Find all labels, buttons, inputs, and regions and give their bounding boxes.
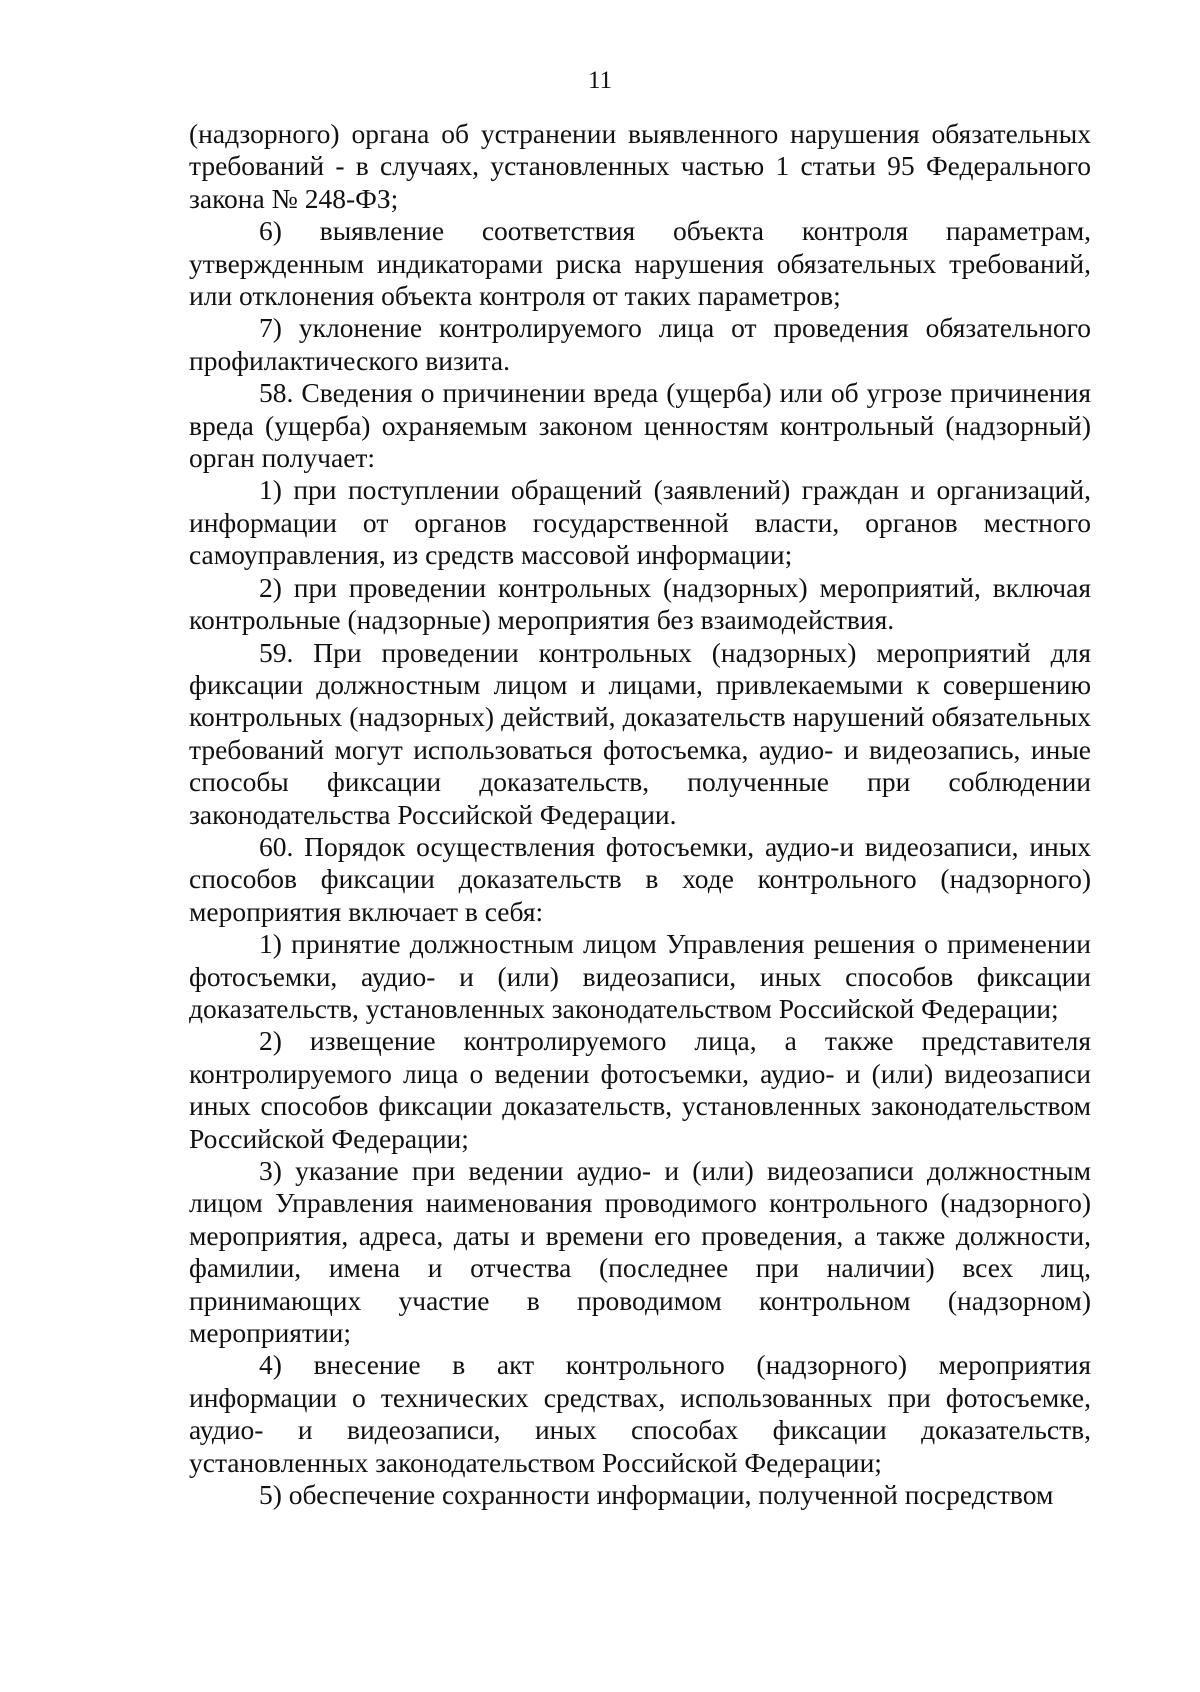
paragraph-60-item-1: 1) принятие должностным лицом Управления решения о применении фотосъемки, аудио- и (или) видеозаписи, иных способов фиксации доказательств, установленных законодательством Российской Федерации;	[189, 928, 1091, 1024]
paragraph-58-item-1: 1) при поступлении обращений (заявлений) граждан и организаций, информации от органов государственной власти, органов местного самоуправления, из средств массовой информации;	[189, 474, 1091, 571]
document-body	[189, 118, 1091, 1511]
paragraph-60-item-3: 3) указание при ведении аудио- и (или) видеозаписи должностным лицом Управления наименования проводимого контрольного (надзорного) мероприятия, адреса, даты и времени его проведения, а также должности, фамилии, имена и отчества (последнее при наличии) всех лиц, принимающих участие в проводимом контрольном (надзорном) мероприятии;	[189, 1155, 1091, 1349]
paragraph-item-6: 6) выявление соответствия объекта контроля параметрам, утвержденным индикаторами риска нарушения обязательных требований, или отклонения объекта контроля от таких параметров;	[189, 215, 1091, 312]
paragraph-58: 58. Сведения о причинении вреда (ущерба) или об угрозе причинения вреда (ущерба) охраняемым законом ценностям контрольный (надзорный) орган получает:	[189, 377, 1091, 474]
paragraph-60: 60. Порядок осуществления фотосъемки, аудио-и видеозаписи, иных способов фиксации доказательств в ходе контрольного (надзорного) мероприятия включает в себя:	[189, 830, 1091, 927]
paragraph-60-item-4: 4) внесение в акт контрольного (надзорного) мероприятия информации о технических средствах, использованных при фотосъемке, аудио- и видеозаписи, иных способах фиксации доказательств, установленных законодательством Российской Федерации;	[189, 1349, 1091, 1478]
paragraph-continuation: (надзорного) органа об устранении выявленного нарушения обязательных требований - в случаях, установленных частью 1 статьи 95 Федерального закона № 248-ФЗ;	[189, 118, 1091, 214]
page-number: 11	[587, 67, 613, 94]
paragraph-item-7: 7) уклонение контролируемого лица от проведения обязательного профилактического визита.	[189, 312, 1091, 376]
paragraph-60-item-5: 5) обеспечение сохранности информации, полученной посредством	[259, 1479, 1054, 1511]
paragraph-58-item-2: 2) при проведении контрольных (надзорных) мероприятий, включая контрольные (надзорные) мероприятия без взаимодействия.	[189, 571, 1091, 636]
paragraph-59: 59. При проведении контрольных (надзорных) мероприятий для фиксации должностным лицом и лицами, привлекаемыми к совершению контрольных (надзорных) действий, доказательств нарушений обязательных требований могут использоваться фотосъемка, аудио- и видеозапись, иные способы фиксации доказательств, полученные при соблюдении законодательства Российской Федерации.	[189, 636, 1091, 830]
paragraph-60-item-2: 2) извещение контролируемого лица, а также представителя контролируемого лица о ведении фотосъемки, аудио- и (или) видеозаписи иных способов фиксации доказательств, установленных законодательством Российской Федерации;	[189, 1025, 1091, 1154]
